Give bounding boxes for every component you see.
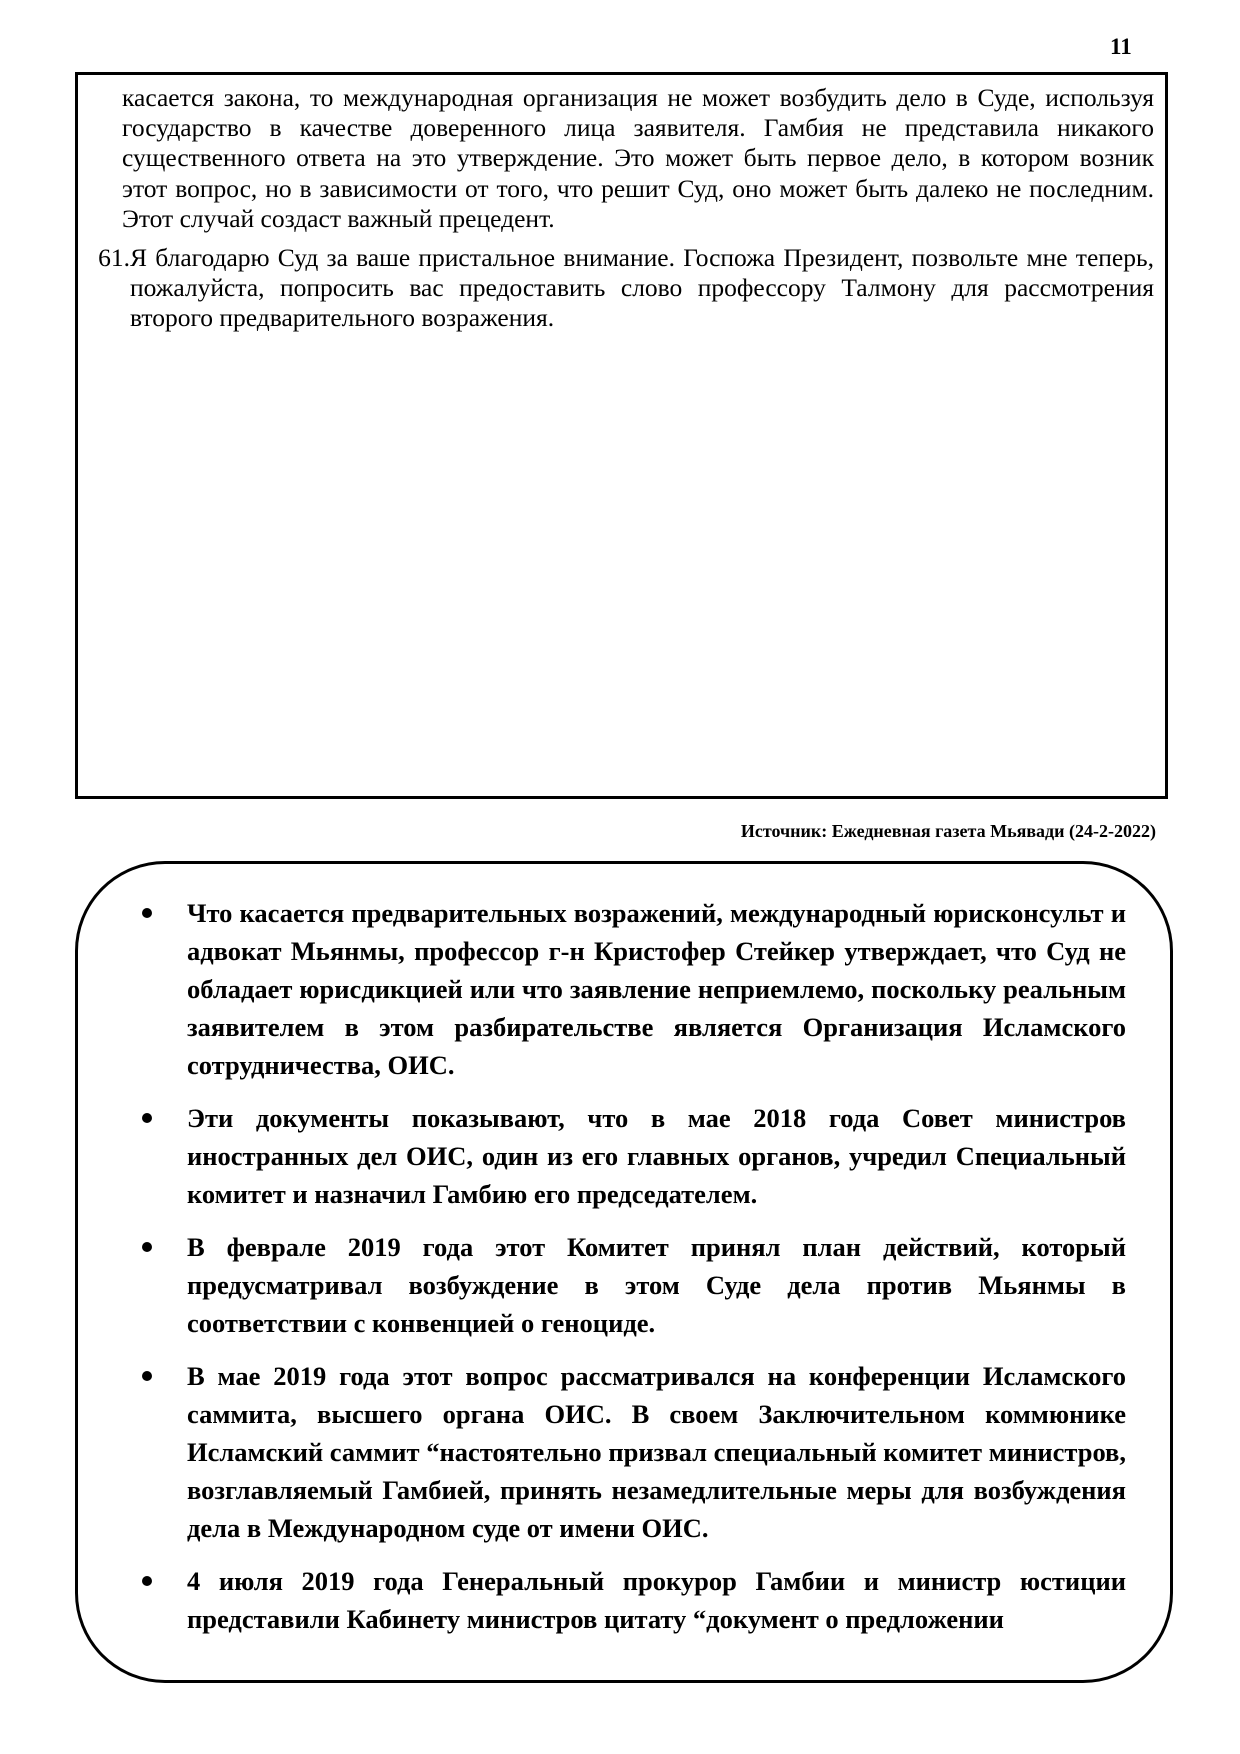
bullet-item [122,1357,1126,1547]
bullet-item [122,894,1126,1084]
bullet-icon [122,1357,187,1547]
bullet-text: 4 июля 2019 года Генеральный прокурор Гамбии и министр юстиции представили Кабинету министров цитату “документ о предложении [187,1566,1126,1634]
summary-box [75,861,1173,1683]
quote-continued-paragraph: касается закона, то международная организация не может возбудить дело в Суде, используя государство в качестве доверенного лица заявителя. Гамбия не представила никакого существенного ответа на это утверждение. Это может быть первое дело, в котором возник этот вопрос, но в зависимости от того, что решит Суд, оно может быть далеко не последним. Этот случай создаст важный прецедент. [122,83,1154,233]
bullet-item [122,1228,1126,1342]
bullet-text: В мае 2019 года этот вопрос рассматривался на конференции Исламского саммита, высшего органа ОИС. В своем Заключительном коммюнике Исламский саммит “настоятельно призвал специальный комитет министров, возглавляемый Гамбией, принять незамедлительные меры для возбуждения дела в Международном суде от имени ОИС. [187,1361,1126,1543]
bullet-text: Что касается предварительных возражений, международный юрисконсульт и адвокат Мьянмы, профессор г-н Кристофер Стейкер утверждает, что Суд не обладает юрисдикцией или что заявление неприемлемо, поскольку реальным заявителем в этом разбирательстве является Организация Исламского сотрудничества, ОИС. [187,898,1126,1080]
bullet-icon [122,894,187,1084]
summary-bullet-list [122,894,1126,1638]
bullet-item [122,1099,1126,1213]
quote-box [75,72,1168,799]
quote-numbered-paragraph [78,243,1154,334]
paragraph-number: 61. [98,243,130,273]
bullet-icon [122,1562,187,1638]
bullet-icon [122,1099,187,1213]
paragraph-text: Я благодарю Суд за ваше пристальное внимание. Госпожа Президент, позвольте мне теперь, пожалуйста, попросить вас предоставить слово профессору Талмону для рассмотрения второго предварительного возражения. [130,243,1154,333]
source-caption: Источник: Ежедневная газета Мьявади (24-2-2022) [740,821,1156,841]
page-number: 11 [1110,34,1132,59]
bullet-text: В феврале 2019 года этот Комитет принял план действий, который предусматривал возбуждение в этом Суде дела против Мьянмы в соответствии с конвенцией о геноциде. [187,1232,1126,1338]
bullet-item [122,1562,1126,1638]
bullet-text: Эти документы показывают, что в мае 2018 года Совет министров иностранных дел ОИС, один из его главных органов, учредил Специальный комитет и назначил Гамбию его председателем. [187,1103,1126,1209]
bullet-icon [122,1228,187,1342]
